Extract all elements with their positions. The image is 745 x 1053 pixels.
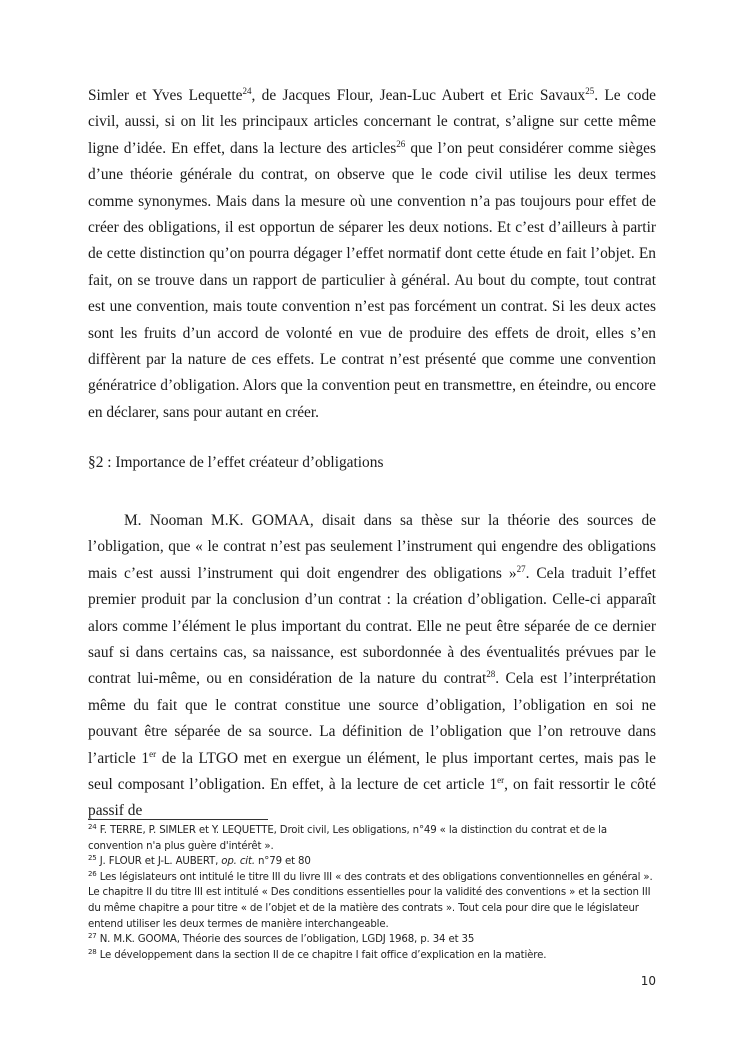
body-paragraph-2: M. Nooman M.K. GOMAA, disait dans sa thèse sur la théorie des sources de l’obligation, que « le contrat n’est pas seulement l’instrument qui engendre des obligations mais c’est aussi l’instrument qui doit engendrer des obligations »$^{27}$. Cela traduit l’effet premier produit par la conclusion d’un contrat : la création d’obligation. Celle-ci apparaît alors comme l’élément le plus important du contrat. Elle ne peut être séparée de ce dernier sauf si dans certains cas, sa naissance, est subordonnée à des éventualités prévues par le contrat lui-même, ou en considération de la nature du contrat$^{28}$. Cela est l’interprétation même du fait que le contrat constitue une source d’obligation, l’obligation en soi ne pouvant être séparée de sa source. La définition de l’obligation que l’on retrouve dans l’article 1er de la LTGO met en exergue un élément, le plus important certes, mais pas le seul composant l’obligation. En effet, à la lecture de cet article 1er, on fait ressortir le côté passif de	[88, 512, 656, 820]
footnote-ref-24[interactable]: 24	[242, 86, 252, 96]
ordinal-superscript: er	[149, 748, 157, 759]
footnote-28: $^{28}$ Le développement dans la section II de ce chapitre I fait office d’explication en la matière.	[88, 947, 547, 961]
footnote-ref-26[interactable]: 26	[396, 138, 406, 149]
footnote-number: 24	[88, 823, 97, 831]
page-number: 10	[640, 974, 656, 988]
footnote-27: $^{27}$ N. M.K. GOOMA, Théorie des sources de l’obligation, LGDJ 1968, p. 34 et 35	[88, 932, 475, 946]
footnote-25: $^{25}$ J. FLOUR et J-L. AUBERT, op. cit. n°79 et 80	[88, 854, 311, 868]
footnotes-block	[88, 823, 656, 963]
footnote-ref-28[interactable]: 28	[486, 669, 496, 680]
footnote-number: 27	[88, 932, 97, 941]
footnote-24: $^{24}$ F. TERRE, P. SIMLER et Y. LEQUETTE, Droit civil, Les obligations, n°49 « la distinction du contrat et de la convention n'a plus guère d'intérêt ».	[88, 823, 607, 852]
footnote-number: 25	[88, 854, 97, 863]
footnote-separator	[88, 819, 268, 820]
ordinal-superscript: er	[497, 775, 505, 786]
footnote-ref-25[interactable]: 25	[585, 86, 595, 96]
footnote-number: 26	[88, 869, 97, 878]
section-heading: §2 : Importance de l’effet créateur d’obligations	[88, 454, 384, 471]
footnote-ref-27[interactable]: 27	[516, 563, 526, 574]
body-paragraph-1: Simler et Yves Lequette$^{24}$, de Jacques Flour, Jean-Luc Aubert et Eric Savaux$^{25}$. Le code civil, aussi, si on lit les principaux articles concernant le contrat, s’aligne sur cette même ligne d’idée. En effet, dans la lecture des articles$^{26}$ que l’on peut considérer comme sièges d’une théorie générale du contrat, on observe que le code civil utilise les deux termes comme synonymes. Mais dans la mesure où une convention n’a pas toujours pour effet de créer des obligations, il est opportun de séparer les deux notions. Et c’est d’ailleurs à partir de cette distinction qu’on pourra dégager l’effet normatif dont cette étude en fait l’objet. En fait, on se trouve dans un rapport de particulier à général. Au bout du compte, tout contrat est une convention, mais toute convention n’est pas forcément un contrat. Si les deux actes sont les fruits d’un accord de volonté en vue de produire des effets de droit, elles s’en diffèrent par la nature de ces effets. Le contrat n’est présenté que comme une convention génératrice d’obligation. Alors que la convention peut en transmettre, en éteindre, ou encore en déclarer, sans pour autant en créer.	[88, 86, 657, 421]
footnote-26: $^{26}$ Les législateurs ont intitulé le titre III du livre III « des contrats et des obligations conventionnelles en général ». Le chapitre II du titre III est intitulé « Des conditions essentielles pour la validité des conventions » et la section III du même chapitre a pour titre « de l’objet et de la matière des contrats ». Tout cela pour dire que le législateur entend utiliser les deux termes de manière interchangeable.	[88, 869, 653, 930]
footnote-number: 28	[88, 947, 97, 956]
